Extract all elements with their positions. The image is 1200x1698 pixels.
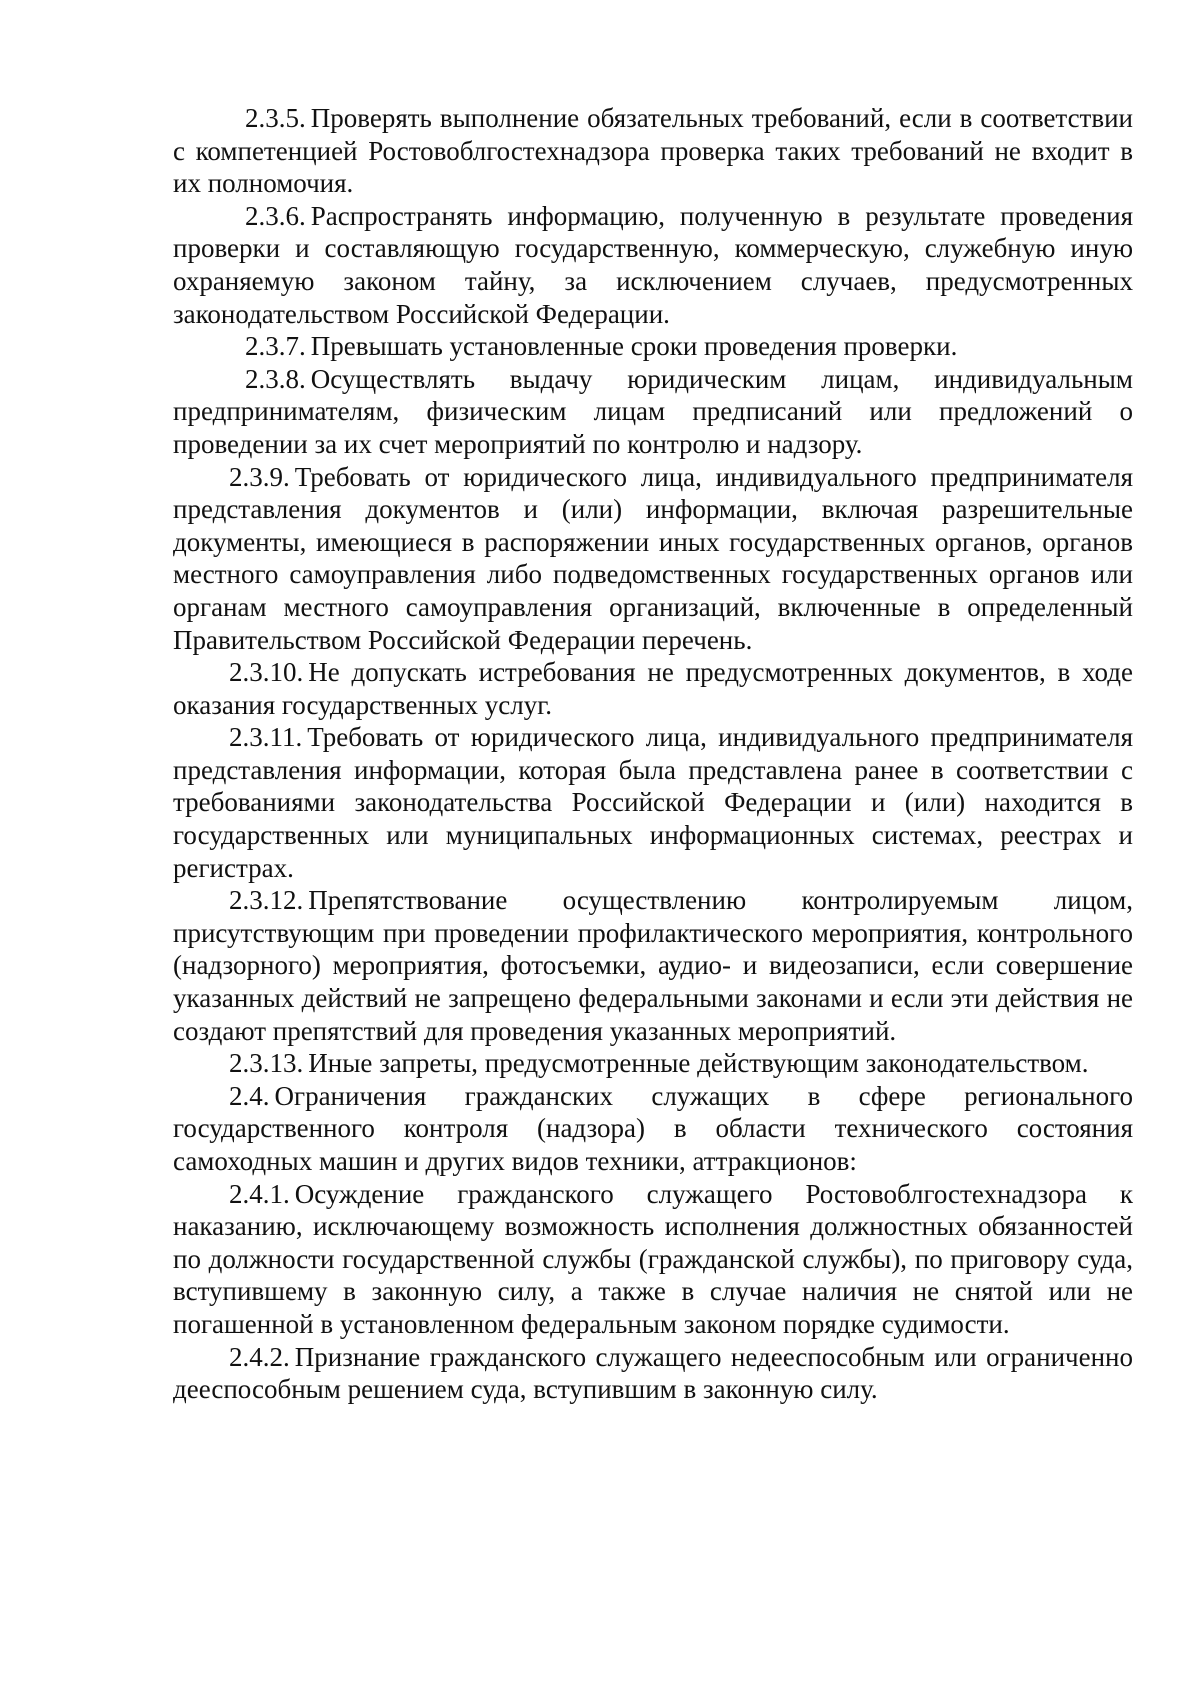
paragraph-2-3-11 bbox=[173, 721, 1133, 884]
paragraph-number: 2.3.11. bbox=[229, 722, 303, 753]
paragraph-2-3-8 bbox=[173, 363, 1133, 461]
paragraph-number: 2.3.12. bbox=[229, 885, 304, 916]
paragraph-number: 2.3.10. bbox=[229, 657, 304, 688]
paragraph-2-3-6 bbox=[173, 200, 1133, 330]
document-body bbox=[173, 102, 1133, 1406]
paragraph-text: Не допускать истребования не предусмотренных документов, в ходе оказания государственных услуг. bbox=[173, 657, 1133, 720]
paragraph-text: Распространять информацию, полученную в результате проведения проверки и составляющую государственную, коммерческую, служебную иную охраняемую законом тайну, за исключением случаев, предусмотренных законодательством Российской Федерации. bbox=[173, 200, 1133, 329]
paragraph-text: Признание гражданского служащего недееспособным или ограниченно дееспособным решением суда, вступившим в законную силу. bbox=[173, 1341, 1133, 1405]
paragraph-number: 2.4.1. bbox=[229, 1178, 290, 1209]
paragraph-text: Превышать установленные сроки проведения проверки. bbox=[310, 331, 958, 362]
paragraph-number: 2.4.2. bbox=[229, 1341, 290, 1372]
paragraph-text: Препятствование осуществлению контролируемым лицом, присутствующим при проведении профилактического мероприятия, контрольного (надзорного) мероприятия, фотосъемки, аудио- и видеозаписи, если совершение указанных действий не запрещено федеральными законами и если эти действия не создают препятствий для проведения указанных мероприятий. bbox=[173, 885, 1133, 1046]
paragraph-2-3-7 bbox=[173, 330, 1133, 363]
paragraph-2-3-12 bbox=[173, 884, 1133, 1047]
paragraph-number: 2.3.9. bbox=[229, 461, 290, 492]
paragraph-text: Проверять выполнение обязательных требований, если в соответствии с компетенцией Ростовоблгостехнадзора проверка таких требований не входит в их полномочия. bbox=[173, 103, 1133, 199]
paragraph-number: 2.4. bbox=[229, 1080, 270, 1111]
paragraph-text: Иные запреты, предусмотренные действующим законодательством. bbox=[308, 1048, 1089, 1079]
paragraph-text: Осуществлять выдачу юридическим лицам, индивидуальным предпринимателям, физическим лицам предписаний или предложений о проведении за их счет мероприятий по контролю и надзору. bbox=[173, 363, 1133, 459]
paragraph-text: Требовать от юридического лица, индивидуального предпринимателя представления документов и (или) информации, включая разрешительные документы, имеющиеся в распоряжении иных государственных органов, органов местного самоуправления либо подведомственных государственных органов или органам местного самоуправления организаций, включенные в определенный Правительством Российской Федерации перечень. bbox=[173, 461, 1133, 655]
paragraph-number: 2.3.8. bbox=[245, 363, 306, 394]
paragraph-number: 2.3.5. bbox=[245, 103, 306, 133]
paragraph-text: Осуждение гражданского служащего Ростовоблгостехнадзора к наказанию, исключающему возможность исполнения должностных обязанностей по должности государственной службы (гражданской службы), по приговору суда, вступившему в законную силу, а также в случае наличия не снятой или не погашенной в установленном федеральным законом порядке судимости. bbox=[173, 1178, 1133, 1339]
paragraph-2-3-9 bbox=[173, 461, 1133, 657]
paragraph-2-3-5 bbox=[173, 102, 1133, 200]
paragraph-number: 2.3.13. bbox=[229, 1048, 304, 1079]
paragraph-2-3-10 bbox=[173, 656, 1133, 721]
paragraph-2-3-13 bbox=[173, 1047, 1133, 1080]
paragraph-number: 2.3.7. bbox=[245, 331, 306, 362]
paragraph-2-4 bbox=[173, 1080, 1133, 1178]
paragraph-text: Требовать от юридического лица, индивидуального предпринимателя представления информации, которая была представлена ранее в соответствии с требованиями законодательства Российской Федерации и (или) находится в государственных или муниципальных информационных системах, реестрах и регистрах. bbox=[173, 722, 1133, 883]
paragraph-text: Ограничения гражданских служащих в сфере регионального государственного контроля (надзора) в области технического состояния самоходных машин и других видов техники, аттракционов: bbox=[173, 1080, 1133, 1176]
paragraph-2-4-1 bbox=[173, 1178, 1133, 1341]
paragraph-2-4-2 bbox=[173, 1341, 1133, 1406]
paragraph-number: 2.3.6. bbox=[245, 200, 306, 231]
